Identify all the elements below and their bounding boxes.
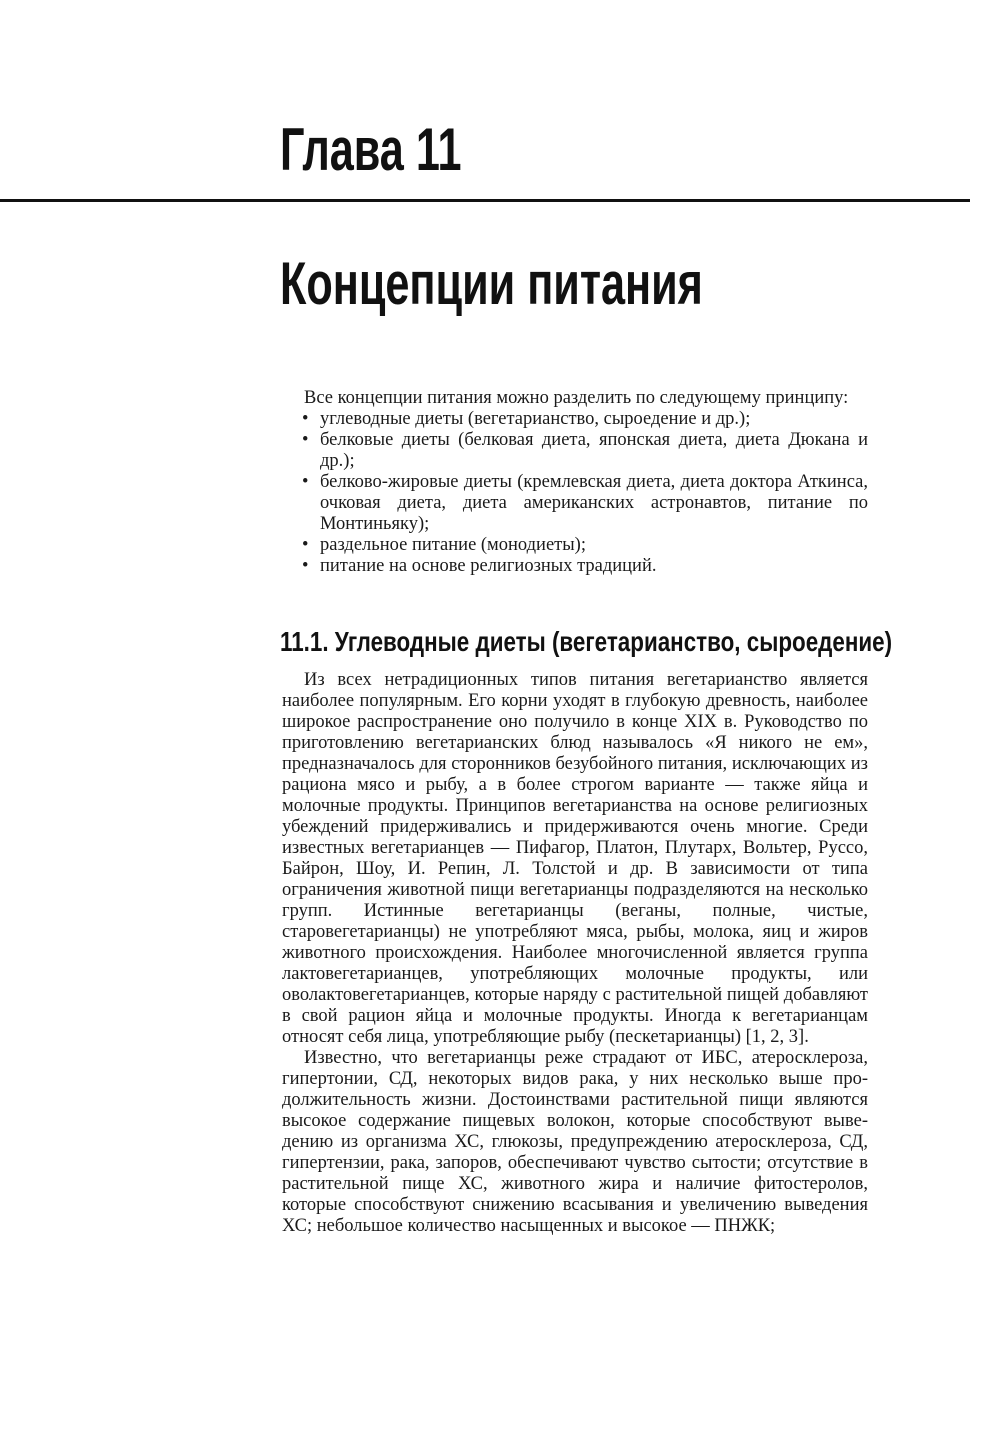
bullet-icon: •	[302, 409, 309, 429]
list-item	[282, 409, 868, 430]
section-body	[282, 670, 868, 1237]
bullet-icon: •	[302, 472, 309, 492]
section-heading: 11.1. Углеводные диеты (вегетарианство, сыроедение)	[280, 626, 893, 657]
bullet-icon: •	[302, 430, 309, 450]
list-item	[282, 535, 868, 556]
intro-lead: Все концепции питания можно разделить по следующему принципу:	[304, 388, 849, 408]
list-item	[282, 430, 868, 472]
chapter-number: Глава 11	[280, 116, 462, 183]
chapter-divider	[0, 199, 970, 202]
list-item-text: белково-жировые диеты (кремлевская диета, диета доктора Аткинса, очковая диета, диета американских астронавтов, питание по Монтиньяку);	[320, 472, 868, 534]
list-item-text: углеводные диеты (вегетарианство, сыроедение и др.);	[320, 409, 751, 429]
intro-block	[282, 388, 868, 577]
bullet-icon: •	[302, 535, 309, 555]
list-item-text: питание на основе религиозных традиций.	[320, 556, 657, 576]
list-item-text: раздельное питание (монодиеты);	[320, 535, 586, 555]
body-paragraph: Известно, что вегетарианцы реже страдают от ИБС, атеросклероза, гипертонии, СД, некоторых видов рака, у них несколько выше продолжительность жизни. Достоинствами растительной пищи являются высокое содержание пищевых волокон, которые способствуют выведению из организма ХС, глюкозы, предупреждению атеросклероза, СД, гипертензии, рака, запоров, обеспечивают чувство сытости; отсутствие в растительной пище ХС, животного жира и наличие фитостеролов, которые способствуют снижению всасывания и увеличению выведения ХС; небольшое количество насыщенных и высокое — ПНЖК;	[282, 1048, 868, 1236]
chapter-title: Концепции питания	[280, 250, 703, 317]
list-item	[282, 472, 868, 535]
list-item	[282, 556, 868, 577]
bullet-icon: •	[302, 556, 309, 576]
body-paragraph: Из всех нетрадиционных типов питания вегетарианство является наиболее популярным. Его корни уходят в глубокую древность, наиболее широкое распространение оно получило в конце XIX в. Руководство по приготовлению вегетарианских блюд называлось «Я никого не ем», предназначалось для сторонников безубойного питания, исключающих из рациона мясо и рыбу, а в более строгом варианте — также яйца и молочные продукты. Принципов вегетарианства на основе религиозных убеждений придерживались и придерживаются очень многие. Среди известных вегетарианцев — Пифагор, Платон, Плутарх, Вольтер, Руссо, Байрон, Шоу, И. Репин, Л. Толстой и др. В зависимости от типа ограничения животной пищи вегетарианцы подразделяются на несколько групп. Истинные вегетарианцы (веганы, полные, чистые, старовегетарианцы) не употребляют мяса, рыбы, молока, яиц и жиров животного происхождения. Наиболее многочисленной является группа лактовегетарианцев, употребляющих молочные продукты, или оволактовегетарианцев, которые наряду с растительной пищей добавляют в свой рацион яйца и молочные продукты. Иногда к вегетарианцам относят себя лица, употребляющие рыбу (пескетарианцы) [1, 2, 3].	[282, 670, 868, 1047]
list-item-text: белковые диеты (белковая диета, японская диета, диета Дюкана и др.);	[320, 430, 868, 471]
diet-type-list	[282, 409, 868, 577]
